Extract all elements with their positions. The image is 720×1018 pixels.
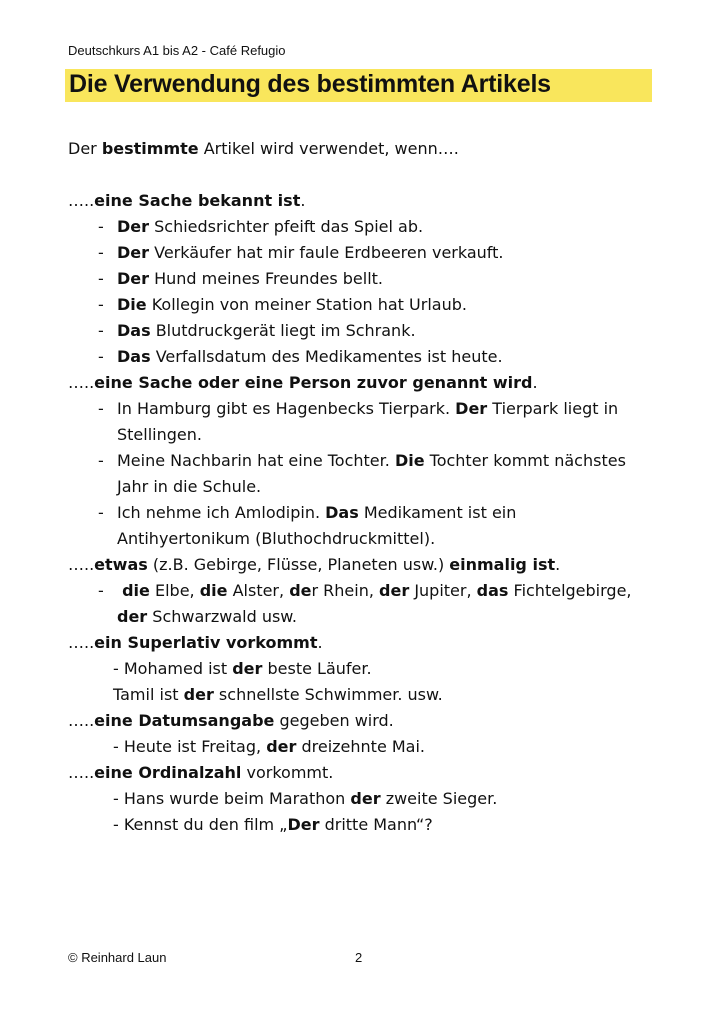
section-heading-bold: ein Superlativ vorkommt <box>94 633 318 652</box>
ellipsis: ….. <box>68 555 95 574</box>
item-text: Tierpark liegt in Stellingen. <box>117 399 619 444</box>
list-item: - Der Hund meines Freundes bellt. <box>98 269 384 288</box>
example-line <box>68 734 658 760</box>
item-text: Elbe, <box>149 581 200 600</box>
article: Der <box>117 269 150 288</box>
example-line <box>68 656 658 682</box>
article: die <box>122 581 150 600</box>
section-heading-tail: . <box>555 555 561 574</box>
item-text: Meine Nachbarin hat eine Tochter. <box>117 451 395 470</box>
section-heading-tail: . <box>317 633 323 652</box>
list-item: - Meine Nachbarin hat eine Tochter. Die Tochter kommt nächstes Jahr in die Schule. <box>98 451 626 496</box>
item-text: schnellste Schwimmer. usw. <box>213 685 443 704</box>
list-item: - Der Schiedsrichter pfeift das Spiel ab. <box>98 217 424 236</box>
item-text: Medikament ist ein Antihyertonikum (Bluthochdruckmittel). <box>117 503 517 548</box>
list-item: - Der Verkäufer hat mir faule Erdbeeren verkauft. <box>98 243 504 262</box>
page-title: Die Verwendung des bestimmten Artikels <box>69 70 551 98</box>
example-line <box>68 812 658 838</box>
article: der <box>183 685 214 704</box>
ellipsis: ….. <box>68 633 95 652</box>
section-heading-text: (z.B. Gebirge, Flüsse, Planeten usw.) <box>147 555 450 574</box>
item-text: dreizehnte Mai. <box>296 737 426 756</box>
article: die <box>199 581 228 600</box>
section-heading-bold: etwas <box>94 555 148 574</box>
page-number: 2 <box>355 950 363 965</box>
intro-text: Artikel wird verwendet, wenn…. <box>198 139 459 158</box>
section-heading-bold: eine Sache oder eine Person zuvor genannt wird <box>94 373 533 392</box>
item-text: Fichtelgebirge, <box>508 581 632 600</box>
intro-text: Der <box>68 139 102 158</box>
item-text: Hund meines Freundes bellt. <box>149 269 384 288</box>
list-item: - die Elbe, die Alster, der Rhein, der Jupiter, das Fichtelgebirge, der Schwarzwald usw. <box>98 581 632 626</box>
article: der <box>232 659 263 678</box>
item-text: In Hamburg gibt es Hagenbecks Tierpark. <box>117 399 456 418</box>
article: Das <box>117 321 151 340</box>
article: Der <box>117 243 150 262</box>
list-item: - Das Blutdruckgerät liegt im Schrank. <box>98 321 416 340</box>
item-text: Tochter kommt nächstes Jahr in die Schule. <box>117 451 626 496</box>
intro-line <box>68 136 658 162</box>
section-heading-tail: gegeben wird. <box>274 711 394 730</box>
section-heading-bold: eine Ordinalzahl <box>94 763 242 782</box>
section-heading-tail: . <box>532 373 538 392</box>
item-text: Ich nehme ich Amlodipin. <box>117 503 326 522</box>
item-text: beste Läufer. <box>262 659 372 678</box>
item-text: - Kennst du den film „ <box>113 815 288 834</box>
ellipsis: ….. <box>68 191 95 210</box>
ellipsis: ….. <box>68 711 95 730</box>
article: Der <box>455 399 488 418</box>
section-heading-bold: eine Sache bekannt ist <box>94 191 301 210</box>
article: Die <box>117 295 147 314</box>
item-text: r Rhein, <box>311 581 380 600</box>
course-header: Deutschkurs A1 bis A2 - Café Refugio <box>68 43 286 58</box>
list-item: - Ich nehme ich Amlodipin. Das Medikament ist ein Antihyertonikum (Bluthochdruckmittel). <box>98 503 517 548</box>
section-heading <box>68 552 658 578</box>
section-heading-tail: . <box>300 191 306 210</box>
section-heading <box>68 370 658 396</box>
section-heading <box>68 760 658 786</box>
article: Der <box>117 217 150 236</box>
example-line <box>68 786 658 812</box>
item-text: Verfallsdatum des Medikamentes ist heute. <box>150 347 503 366</box>
item-text: - Hans wurde beim Marathon <box>113 789 351 808</box>
item-text: - Mohamed ist <box>113 659 233 678</box>
article: Die <box>394 451 425 470</box>
article: der <box>350 789 381 808</box>
document-body <box>68 136 658 838</box>
item-text: - Heute ist Freitag, <box>113 737 267 756</box>
article: Das <box>325 503 359 522</box>
article: der <box>379 581 410 600</box>
article: Das <box>117 347 151 366</box>
example-line <box>68 682 658 708</box>
section-heading-bold: einmalig ist <box>449 555 556 574</box>
section-heading-bold: eine Datumsangabe <box>94 711 275 730</box>
item-text: Jupiter, <box>409 581 477 600</box>
item-text: zweite Sieger. <box>380 789 498 808</box>
item-text: Schwarzwald usw. <box>147 607 298 626</box>
section-heading-tail: vorkommt. <box>241 763 334 782</box>
footer-copyright: © Reinhard Laun <box>68 950 167 965</box>
article: der <box>117 607 148 626</box>
item-text: Verkäufer hat mir faule Erdbeeren verkauft. <box>149 243 504 262</box>
ellipsis: ….. <box>68 373 95 392</box>
article: der <box>266 737 297 756</box>
section-heading <box>68 630 658 656</box>
article: de <box>289 581 312 600</box>
item-text: dritte Mann“? <box>319 815 433 834</box>
list-item: - Die Kollegin von meiner Station hat Urlaub. <box>98 295 467 314</box>
section-heading <box>68 188 658 214</box>
item-text: Alster, <box>227 581 290 600</box>
intro-bold: bestimmte <box>101 139 199 158</box>
item-text: Kollegin von meiner Station hat Urlaub. <box>146 295 467 314</box>
item-text: Tamil ist <box>113 685 184 704</box>
list-item: - Das Verfallsdatum des Medikamentes ist heute. <box>98 347 503 366</box>
list-item: - In Hamburg gibt es Hagenbecks Tierpark. Der Tierpark liegt in Stellingen. <box>98 399 619 444</box>
item-text: Schiedsrichter pfeift das Spiel ab. <box>149 217 424 236</box>
section-heading <box>68 708 658 734</box>
item-text: Blutdruckgerät liegt im Schrank. <box>150 321 416 340</box>
article: das <box>476 581 509 600</box>
ellipsis: ….. <box>68 763 95 782</box>
article: Der <box>287 815 320 834</box>
